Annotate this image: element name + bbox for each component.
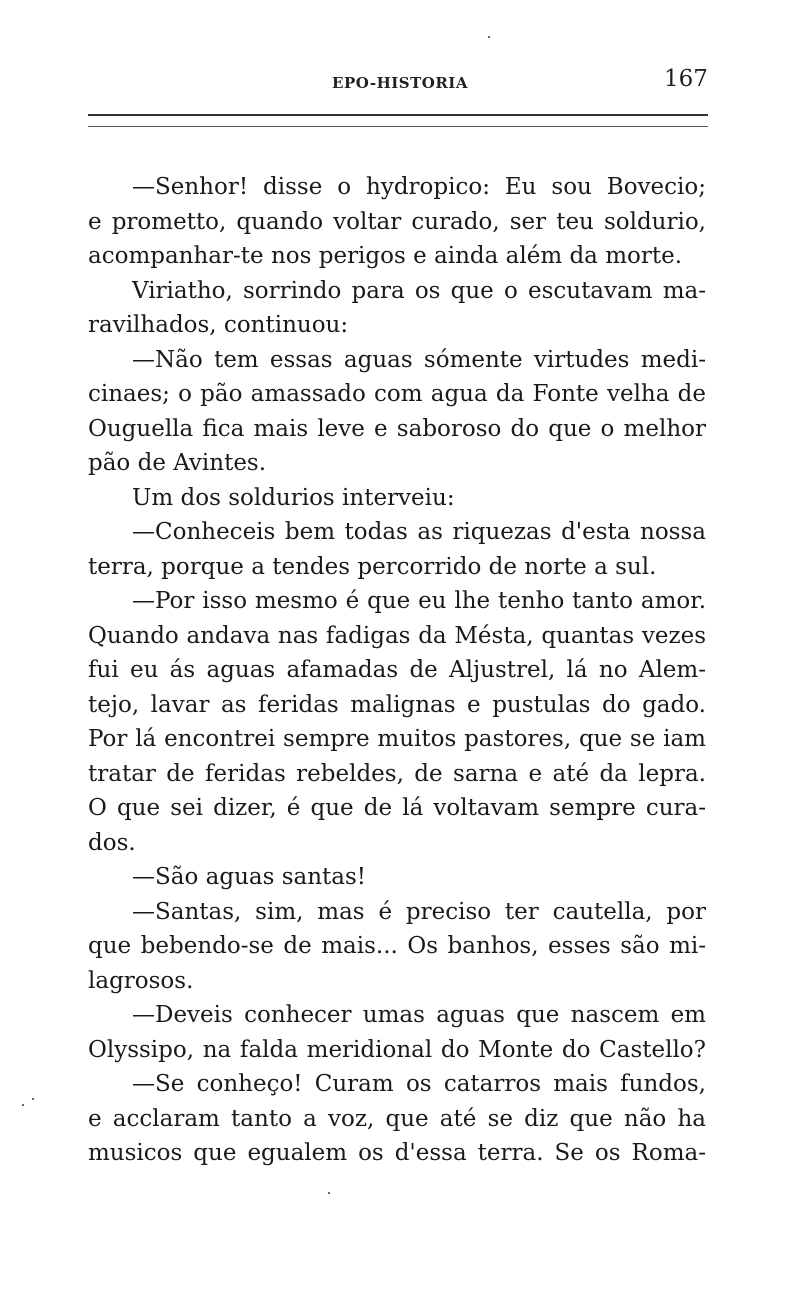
text-line: musicos que egualem os d'essa terra. Se os Roma- xyxy=(88,1140,706,1166)
text-line: ravilhados, continuou: xyxy=(88,312,349,338)
text-line: O que sei dizer, é que de lá voltavam sempre cura- xyxy=(88,795,706,821)
header-rule-thick xyxy=(88,114,708,116)
text-line: —Conheceis bem todas as riquezas d'esta nossa xyxy=(132,519,706,545)
text-line: —Senhor! disse o hydropico: Eu sou Bovecio; xyxy=(132,174,706,200)
text-line: Quando andava nas fadigas da Mésta, quantas vezes xyxy=(88,622,706,649)
text-line: terra, porque a tendes percorrido de norte a sul. xyxy=(88,553,657,580)
text-line: e prometto, quando voltar curado, ser teu soldurio, xyxy=(88,208,706,235)
text-line: pão de Avintes. xyxy=(88,450,267,476)
text-line: acompanhar-te nos perigos e ainda além da morte. xyxy=(88,243,683,269)
scan-speck xyxy=(32,1098,34,1100)
text-line: Por lá encontrei sempre muitos pastores, que se iam xyxy=(88,726,706,752)
header-rule-thin xyxy=(88,126,708,127)
text-line: dos. xyxy=(88,829,136,856)
text-line: tratar de feridas rebeldes, de sarna e até da lepra. xyxy=(88,760,706,787)
text-line: —Não tem essas aguas sómente virtudes medi- xyxy=(132,346,706,373)
text-line: —Por isso mesmo é que eu lhe tenho tanto amor. xyxy=(132,588,706,614)
text-line: fui eu ás aguas afamadas de Aljustrel, lá no Alem- xyxy=(88,657,706,683)
text-line: —Deveis conhecer umas aguas que nascem em xyxy=(132,1002,706,1028)
text-line: Um dos soldurios interveiu: xyxy=(132,484,455,511)
text-line: Viriatho, sorrindo para os que o escutavam ma- xyxy=(132,277,706,304)
scan-speck xyxy=(488,36,490,38)
text-line: e acclaram tanto a voz, que até se diz que não ha xyxy=(88,1105,706,1132)
text-line: —Santas, sim, mas é preciso ter cautella, por xyxy=(132,898,706,925)
scan-speck xyxy=(328,1192,330,1194)
text-line: tejo, lavar as feridas malignas e pustulas do gado. xyxy=(88,691,706,718)
text-line: —São aguas santas! xyxy=(132,864,367,890)
text-line: —Se conheço! Curam os catarros mais fundos, xyxy=(132,1071,706,1097)
text-line: Ouguella fica mais leve e saboroso do que o melhor xyxy=(88,415,706,442)
text-line: lagrosos. xyxy=(88,967,194,994)
scan-speck xyxy=(22,1104,24,1106)
text-line: Olyssipo, na falda meridional do Monte do Castello? xyxy=(88,1036,706,1063)
text-line: que bebendo-se de mais... Os banhos, esses são mi- xyxy=(88,933,706,959)
page-number: 167 xyxy=(664,66,708,92)
text-line: cinaes; o pão amassado com agua da Fonte velha de xyxy=(88,381,706,407)
body-text xyxy=(88,170,706,1171)
running-title: EPO-HISTORIA xyxy=(332,74,468,92)
